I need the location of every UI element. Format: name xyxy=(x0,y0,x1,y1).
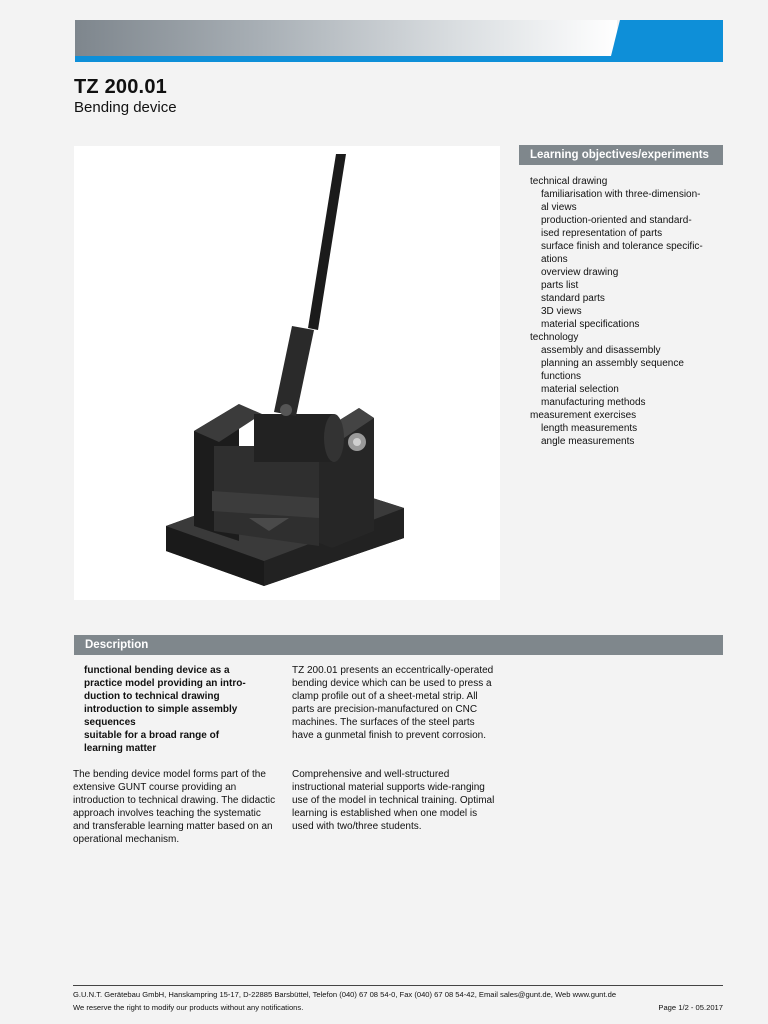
description-paragraph-3: Comprehensive and well-structured instructional material supports wide-ranging use of the model in technical training. Optimal learning is established when one model is used with two/three students. xyxy=(292,769,495,832)
learning-objectives-list xyxy=(530,175,725,448)
lo-group-title: measurement exercises xyxy=(530,410,637,421)
lo-item: length measurements xyxy=(541,423,638,434)
bullet-line: suitable for a broad range of xyxy=(84,730,220,741)
description-paragraph-2: TZ 200.01 presents an eccentrically-operated bending device which can be used to press a clamp profile out of a sheet-metal strip. All parts are precision-manufactured on CNC machines. The surfaces of the steel parts have a gunmetal finish to prevent corrosion. xyxy=(292,665,494,741)
description-bullets xyxy=(84,664,284,755)
bullet-line: functional bending device as a xyxy=(84,665,230,676)
lo-item: overview drawing xyxy=(541,267,619,278)
lo-item: standard parts xyxy=(541,293,605,304)
header-banner xyxy=(75,20,723,62)
lo-group-title: technology xyxy=(530,332,579,343)
product-name: Bending device xyxy=(74,99,177,116)
bullet-line: introduction to simple assembly xyxy=(84,704,238,715)
header-blue-block xyxy=(611,20,723,56)
footer-divider xyxy=(73,985,723,986)
footer-notice: We reserve the right to modify our products without any notifications. xyxy=(73,1003,304,1012)
description-paragraph-1: The bending device model forms part of the extensive GUNT course providing an introduction to technical drawing. The didactic approach involves teaching the systematic and transferable learning matter based on an operational mechanism. xyxy=(73,769,276,845)
description-heading: Description xyxy=(74,635,723,655)
lo-item: functions xyxy=(541,371,582,382)
lo-item: ised representation of parts xyxy=(541,228,663,239)
header-blue-line xyxy=(75,56,723,62)
lo-item: manufacturing methods xyxy=(541,397,646,408)
lo-group-title: technical drawing xyxy=(530,176,608,187)
lo-item: parts list xyxy=(541,280,579,291)
lo-item: assembly and disassembly xyxy=(541,345,661,356)
page-number: Page 1/2 - 05.2017 xyxy=(658,1003,723,1012)
bullet-line: practice model providing an intro- xyxy=(84,678,246,689)
lo-item: production-oriented and standard- xyxy=(541,215,692,226)
lo-item: surface finish and tolerance specific- xyxy=(541,241,703,252)
product-code: TZ 200.01 xyxy=(74,76,167,98)
lo-item: material selection xyxy=(541,384,619,395)
learning-objectives-heading: Learning objectives/experiments xyxy=(519,145,723,165)
bullet-line: learning matter xyxy=(84,743,157,754)
bullet-line: sequences xyxy=(84,717,136,728)
lo-item: 3D views xyxy=(541,306,582,317)
lo-item: familiarisation with three-dimension- xyxy=(541,189,701,200)
lo-item: material specifications xyxy=(541,319,640,330)
lo-item: ations xyxy=(541,254,568,265)
footer-address: G.U.N.T. Gerätebau GmbH, Hanskampring 15-17, D-22885 Barsbüttel, Telefon (040) 67 08 54-0, Fax (040) 67 08 54-42, Email sales@gunt.de, Web www.gunt.de xyxy=(73,990,617,999)
bending-device-illustration xyxy=(74,146,500,600)
lo-item: planning an assembly sequence xyxy=(541,358,684,369)
product-photo xyxy=(74,146,500,600)
header-gradient xyxy=(75,20,617,56)
lo-item: al views xyxy=(541,202,577,213)
bullet-line: duction to technical drawing xyxy=(84,691,220,702)
lo-item: angle measurements xyxy=(541,436,635,447)
